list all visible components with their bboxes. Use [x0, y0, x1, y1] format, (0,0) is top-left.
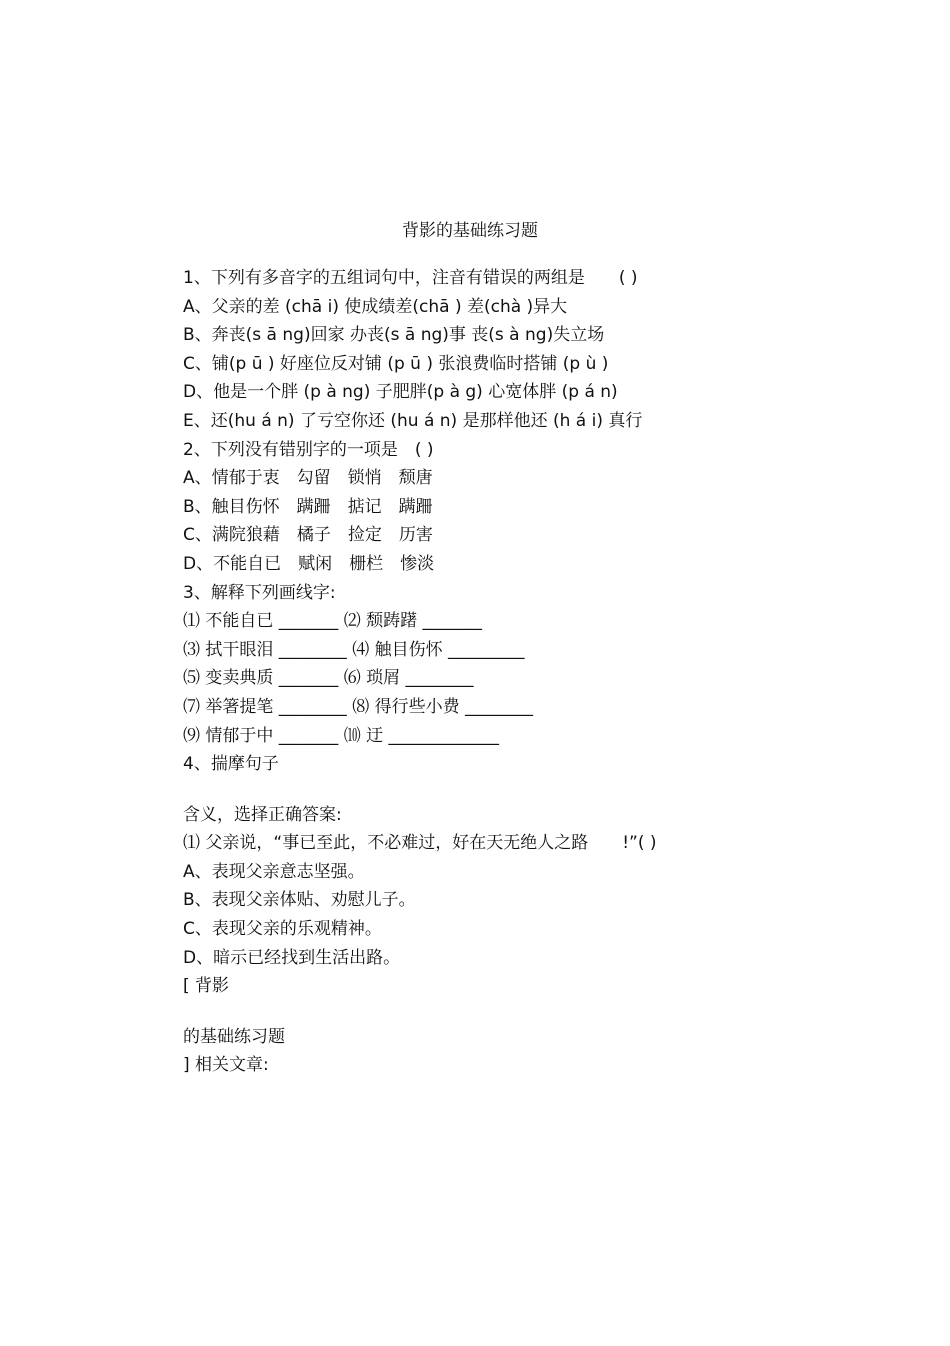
question-1-option-b: B、奔丧(s ā ng)回家 办丧(s ā ng)事 丧(s à ng)失立场	[183, 325, 605, 346]
paragraph-gap	[183, 779, 823, 801]
question-3-item-1-2: ⑴ 不能自已 _______ ⑵ 颓踌躇 _______	[183, 611, 483, 632]
related-articles-label: ] 相关文章:	[183, 1055, 269, 1076]
document-title: 背影的基础练习题	[402, 221, 538, 241]
question-4-option-c: C、表现父亲的乐观精神。	[183, 919, 382, 940]
question-1-option-d: D、他是一个胖 (p à ng) 子肥胖(p à g) 心宽体胖 (p á n)	[183, 382, 618, 403]
question-1-option-e: E、还(hu á n) 了亏空你还 (hu á n) 是那样他还 (h á i) 真行	[183, 410, 643, 431]
question-4-item-1: ⑴ 父亲说，“事已至此，不必难过，好在天无绝人之路 !”( )	[183, 833, 657, 854]
question-2-option-c: C、满院狼藉 橘子 捡定 历害	[183, 525, 433, 546]
question-4-instruction: 含义，选择正确答案:	[183, 804, 342, 825]
question-4-option-d: D、暗示已经找到生活出路。	[183, 947, 401, 968]
question-2-option-d: D、不能自已 赋闲 栅栏 惨淡	[183, 553, 435, 574]
paragraph-gap	[183, 1001, 823, 1023]
question-4-option-a: A、表现父亲意志坚强。	[183, 861, 365, 882]
question-2-option-b: B、触目伤怀 蹒跚 掂记 蹒跚	[183, 496, 433, 517]
question-3-item-5-6: ⑸ 变卖典质 _______ ⑹ 琐屑 ________	[183, 668, 474, 689]
question-1-option-a: A、父亲的差 (chā i) 使成绩差(chā ) 差(chà )异大	[183, 296, 568, 317]
footer-text-2: 的基础练习题	[183, 1026, 285, 1047]
question-1-option-c: C、铺(p ū ) 好座位反对铺 (p ū ) 张浪费临时搭铺 (p ù )	[183, 353, 609, 374]
question-1-stem: 1、下列有多音字的五组词句中，注音有错误的两组是 ( )	[183, 268, 638, 288]
footer-text-1: [ 背影	[183, 976, 230, 997]
question-4-stem: 4、揣摩句子	[183, 754, 279, 775]
question-2-stem: 2、下列没有错别字的一项是 ( )	[183, 439, 434, 460]
question-3-item-7-8: ⑺ 举箸提笔 ________ ⑻ 得行些小费 ________	[183, 696, 534, 717]
document-body	[183, 264, 823, 1080]
question-3-item-9-10: ⑼ 情郁于中 _______ ⑽ 迂 _____________	[183, 725, 500, 746]
question-3-stem: 3、解释下列画线字:	[183, 582, 336, 603]
question-2-option-a: A、情郁于衷 勾留 锁悄 颓唐	[183, 468, 433, 489]
question-3-item-3-4: ⑶ 拭干眼泪 ________ ⑷ 触目伤怀 _________	[183, 639, 525, 660]
question-4-option-b: B、表现父亲体贴、劝慰儿子。	[183, 890, 416, 911]
